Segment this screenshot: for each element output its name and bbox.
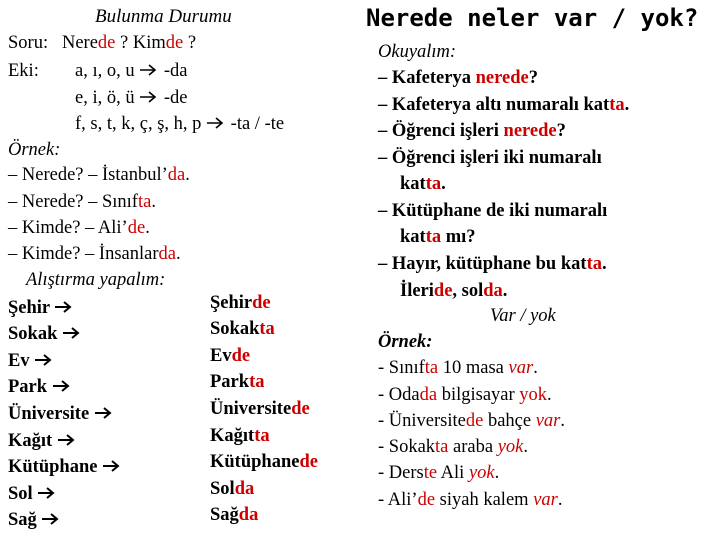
eki-row-3 — [75, 114, 284, 135]
arrow-icon — [37, 485, 57, 501]
arrow-icon — [57, 432, 77, 448]
dialog-line: katta. — [400, 174, 446, 194]
practice-word: Ev — [8, 351, 54, 372]
eki-row-2 — [75, 88, 187, 109]
arrow-icon — [41, 511, 61, 527]
eki-label: Eki: — [8, 61, 39, 81]
arrow-icon — [139, 89, 159, 105]
eki-row-1 — [75, 61, 187, 82]
dialog-line: – Öğrenci işleri iki numaralı — [378, 148, 602, 168]
eki-suffix-2: -de — [163, 88, 188, 108]
left-example: – Kimde? – Ali’de. — [8, 218, 150, 238]
practice-answer: Kağıtta — [210, 426, 270, 446]
arrow-icon — [34, 352, 54, 368]
practice-answer: Şehirde — [210, 293, 271, 313]
right-example: - Üniversitede bahçe var. — [378, 411, 566, 431]
practice-word: Üniversite — [8, 404, 114, 425]
practice-word: Şehir — [8, 298, 74, 319]
practice-word: Sağ — [8, 510, 61, 531]
right-example: - Derste Ali yok. — [378, 463, 500, 483]
practice-answer: Kütüphanede — [210, 452, 318, 472]
dialog-line: – Kütüphane de iki numaralı — [378, 201, 608, 221]
soru-q1-end: ? — [115, 33, 133, 53]
soru-q2-stem: Kim — [132, 33, 166, 53]
eki-letters-2: e, i, ö, ü — [75, 88, 135, 108]
eki-suffix-1: -da — [163, 61, 188, 81]
practice-answer: Parkta — [210, 372, 265, 392]
practice-answer: Sokakta — [210, 319, 275, 339]
dialog-line: – Hayır, kütüphane bu katta. — [378, 254, 607, 274]
right-example: - Sınıfta 10 masa var. — [378, 358, 538, 378]
right-example: - Ali’de siyah kalem var. — [378, 490, 563, 510]
right-example: - Odada bilgisayar yok. — [378, 385, 552, 405]
left-ornek-label: Örnek: — [8, 140, 61, 160]
left-example: – Nerede? – İstanbul’da. — [8, 165, 190, 185]
practice-word: Sokak — [8, 324, 82, 345]
dialog-line: – Öğrenci işleri nerede? — [378, 121, 566, 141]
var-yok-label: Var / yok — [490, 306, 556, 326]
right-ornek-label: Örnek: — [378, 332, 433, 352]
right-example: - Sokakta araba yok. — [378, 437, 529, 457]
soru-label: Soru: — [8, 33, 49, 53]
practice-answer: Solda — [210, 479, 255, 499]
left-example: – Nerede? – Sınıfta. — [8, 192, 156, 212]
dialog-line: – Kafeterya nerede? — [378, 68, 538, 88]
practice-answer: Üniversitede — [210, 399, 310, 419]
arrow-icon — [94, 405, 114, 421]
arrow-icon — [102, 458, 122, 474]
soru-q1-suffix: de — [97, 33, 116, 53]
okuyalim-label: Okuyalım: — [378, 42, 457, 62]
arrow-icon — [139, 62, 159, 78]
practice-word: Kağıt — [8, 431, 77, 452]
arrow-icon — [62, 325, 82, 341]
practice-answer: Sağda — [210, 505, 259, 525]
dialog-line: İleride, solda. — [400, 281, 508, 301]
practice-word: Kütüphane — [8, 457, 122, 478]
left-example: – Kimde? – İnsanlarda. — [8, 244, 181, 264]
dialog-line: – Kafeterya altı numaralı katta. — [378, 95, 630, 115]
practice-word: Park — [8, 377, 72, 398]
right-title: Nerede neler var / yok? — [366, 4, 699, 32]
soru-q1-stem: Nere — [61, 33, 98, 53]
soru-line — [8, 33, 196, 54]
eki-letters-1: a, ı, o, u — [75, 61, 135, 81]
practice-label: Alıştırma yapalım: — [26, 270, 166, 290]
dialog-line: katta mı? — [400, 227, 476, 247]
eki-suffix-3: -ta / -te — [230, 114, 285, 134]
soru-q2-end: ? — [183, 33, 197, 53]
arrow-icon — [206, 115, 226, 131]
practice-answer: Evde — [210, 346, 251, 366]
practice-word: Sol — [8, 484, 57, 505]
eki-letters-3: f, s, t, k, ç, ş, h, p — [75, 114, 202, 134]
soru-q2-suffix: de — [165, 33, 184, 53]
arrow-icon — [52, 378, 72, 394]
left-heading: Bulunma Durumu — [95, 6, 232, 27]
arrow-icon — [54, 299, 74, 315]
